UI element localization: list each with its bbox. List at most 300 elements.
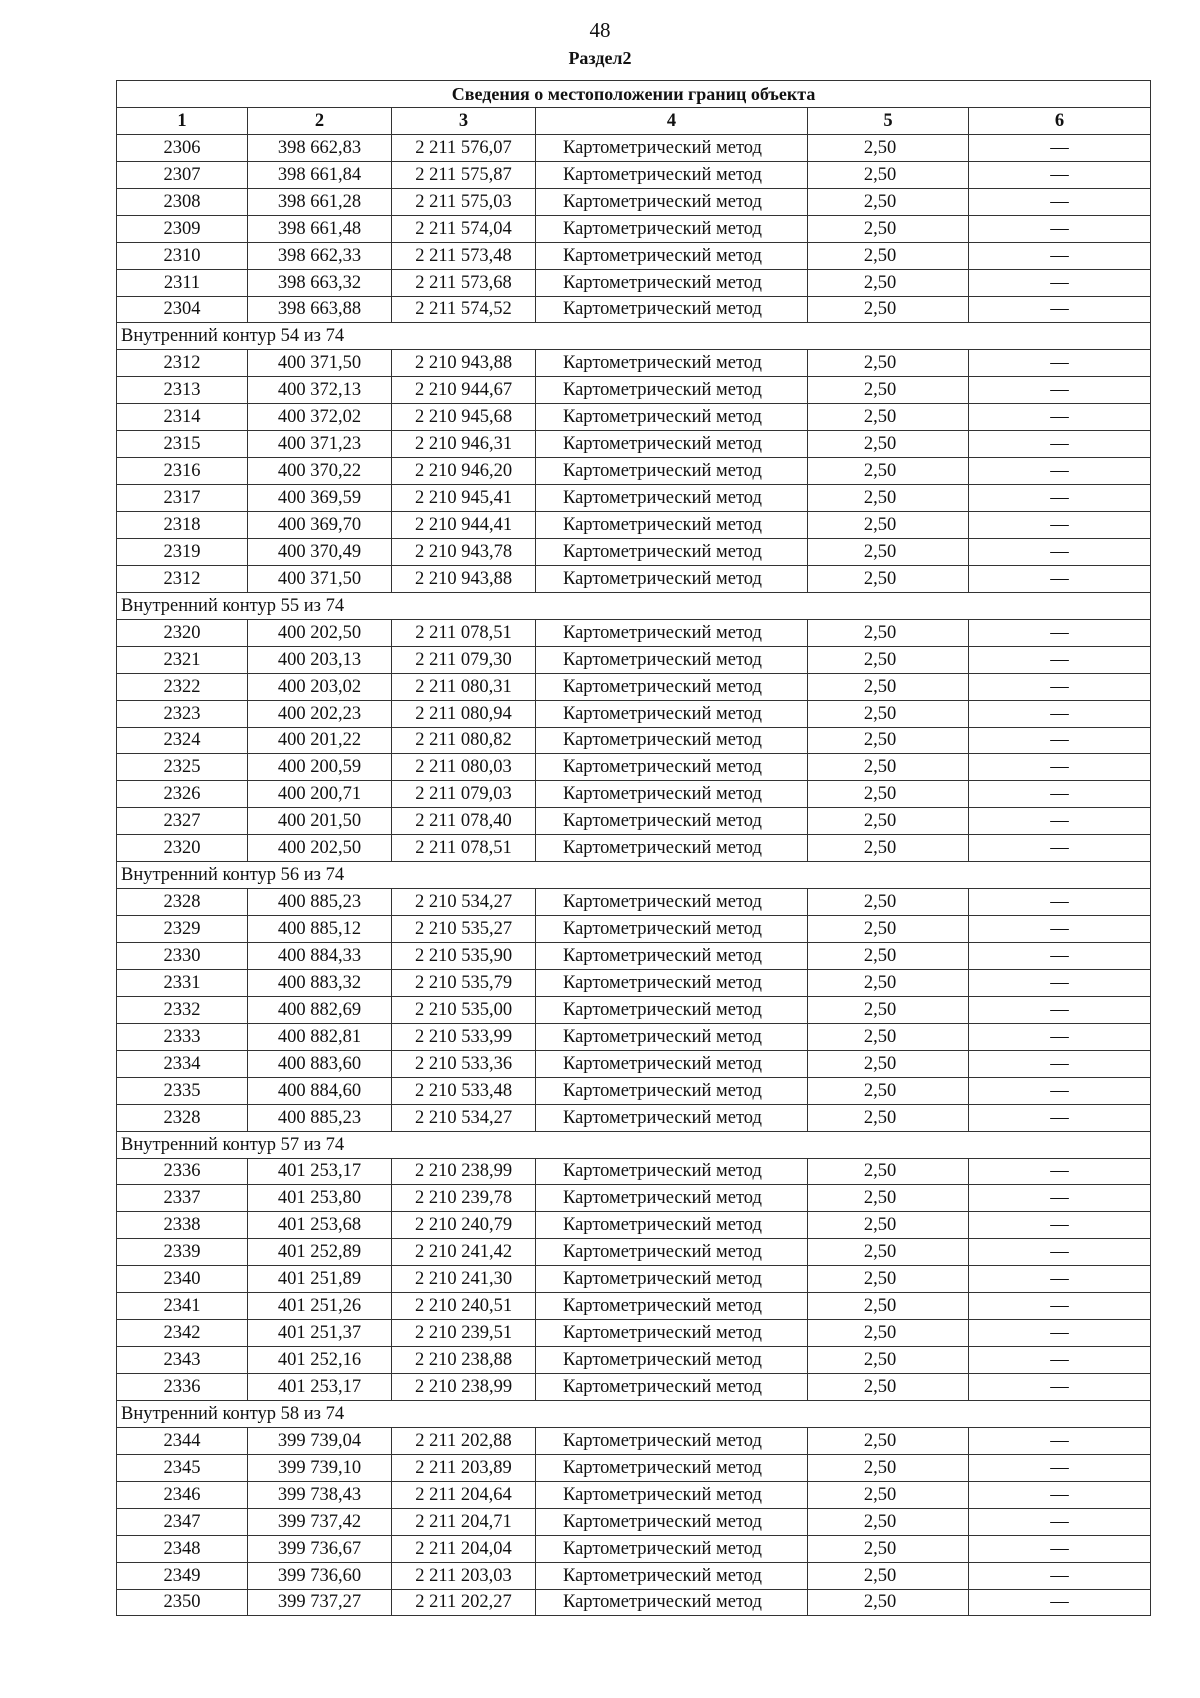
method-cell: Картометрический метод [536, 269, 808, 296]
y-coordinate-cell: 2 210 943,78 [392, 538, 536, 565]
accuracy-cell: 2,50 [808, 727, 969, 754]
description-cell: — [969, 943, 1151, 970]
description-cell: — [969, 1562, 1151, 1589]
x-coordinate-cell: 400 202,23 [248, 700, 392, 727]
y-coordinate-cell: 2 210 943,88 [392, 565, 536, 592]
description-cell: — [969, 269, 1151, 296]
y-coordinate-cell: 2 210 535,79 [392, 969, 536, 996]
x-coordinate-cell: 401 253,17 [248, 1158, 392, 1185]
table-row [117, 1481, 1151, 1508]
y-coordinate-cell: 2 211 203,03 [392, 1562, 536, 1589]
accuracy-cell: 2,50 [808, 1347, 969, 1374]
x-coordinate-cell: 401 253,17 [248, 1374, 392, 1401]
description-cell: — [969, 1293, 1151, 1320]
description-cell: — [969, 754, 1151, 781]
description-cell: — [969, 1158, 1151, 1185]
y-coordinate-cell: 2 210 534,27 [392, 889, 536, 916]
method-cell: Картометрический метод [536, 943, 808, 970]
method-cell: Картометрический метод [536, 889, 808, 916]
table-row [117, 1239, 1151, 1266]
method-cell: Картометрический метод [536, 1347, 808, 1374]
y-coordinate-cell: 2 211 573,68 [392, 269, 536, 296]
method-cell: Картометрический метод [536, 1320, 808, 1347]
description-cell: — [969, 350, 1151, 377]
description-cell: — [969, 431, 1151, 458]
accuracy-cell: 2,50 [808, 1508, 969, 1535]
method-cell: Картометрический метод [536, 969, 808, 996]
x-coordinate-cell: 400 369,70 [248, 512, 392, 539]
x-coordinate-cell: 398 662,83 [248, 134, 392, 161]
point-number-cell: 2332 [117, 996, 248, 1023]
description-cell: — [969, 1589, 1151, 1616]
y-coordinate-cell: 2 211 575,87 [392, 161, 536, 188]
accuracy-cell: 2,50 [808, 161, 969, 188]
table-row [117, 1077, 1151, 1104]
point-number-cell: 2349 [117, 1562, 248, 1589]
x-coordinate-cell: 401 253,80 [248, 1185, 392, 1212]
contour-label: Внутренний контур 58 из 74 [117, 1400, 1151, 1427]
x-coordinate-cell: 399 739,04 [248, 1427, 392, 1454]
x-coordinate-cell: 399 737,27 [248, 1589, 392, 1616]
description-cell: — [969, 404, 1151, 431]
table-row [117, 458, 1151, 485]
point-number-cell: 2316 [117, 458, 248, 485]
description-cell: — [969, 1266, 1151, 1293]
method-cell: Картометрический метод [536, 835, 808, 862]
method-cell: Картометрический метод [536, 996, 808, 1023]
table-row [117, 242, 1151, 269]
x-coordinate-cell: 399 736,67 [248, 1535, 392, 1562]
accuracy-cell: 2,50 [808, 1185, 969, 1212]
method-cell: Картометрический метод [536, 646, 808, 673]
description-cell: — [969, 242, 1151, 269]
column-header: 3 [392, 107, 536, 134]
table-row [117, 431, 1151, 458]
point-number-cell: 2328 [117, 889, 248, 916]
x-coordinate-cell: 400 884,33 [248, 943, 392, 970]
y-coordinate-cell: 2 210 535,90 [392, 943, 536, 970]
table-row [117, 1158, 1151, 1185]
description-cell: — [969, 458, 1151, 485]
description-cell: — [969, 377, 1151, 404]
x-coordinate-cell: 401 251,26 [248, 1293, 392, 1320]
point-number-cell: 2326 [117, 781, 248, 808]
point-number-cell: 2339 [117, 1239, 248, 1266]
x-coordinate-cell: 401 252,16 [248, 1347, 392, 1374]
page-number: 48 [589, 18, 611, 42]
x-coordinate-cell: 398 663,88 [248, 296, 392, 323]
method-cell: Картометрический метод [536, 242, 808, 269]
accuracy-cell: 2,50 [808, 1320, 969, 1347]
description-cell: — [969, 485, 1151, 512]
description-cell: — [969, 538, 1151, 565]
description-cell: — [969, 781, 1151, 808]
method-cell: Картометрический метод [536, 754, 808, 781]
point-number-cell: 2350 [117, 1589, 248, 1616]
point-number-cell: 2312 [117, 565, 248, 592]
x-coordinate-cell: 401 251,89 [248, 1266, 392, 1293]
description-cell: — [969, 619, 1151, 646]
table-row [117, 512, 1151, 539]
y-coordinate-cell: 2 210 535,00 [392, 996, 536, 1023]
contour-row [117, 862, 1151, 889]
x-coordinate-cell: 399 736,60 [248, 1562, 392, 1589]
description-cell: — [969, 646, 1151, 673]
method-cell: Картометрический метод [536, 1589, 808, 1616]
y-coordinate-cell: 2 211 204,04 [392, 1535, 536, 1562]
x-coordinate-cell: 400 202,50 [248, 835, 392, 862]
y-coordinate-cell: 2 210 238,88 [392, 1347, 536, 1374]
accuracy-cell: 2,50 [808, 485, 969, 512]
point-number-cell: 2325 [117, 754, 248, 781]
x-coordinate-cell: 398 662,33 [248, 242, 392, 269]
accuracy-cell: 2,50 [808, 1050, 969, 1077]
point-number-cell: 2318 [117, 512, 248, 539]
method-cell: Картометрический метод [536, 565, 808, 592]
description-cell: — [969, 835, 1151, 862]
y-coordinate-cell: 2 210 945,68 [392, 404, 536, 431]
accuracy-cell: 2,50 [808, 673, 969, 700]
description-cell: — [969, 1535, 1151, 1562]
description-cell: — [969, 1239, 1151, 1266]
x-coordinate-cell: 400 200,59 [248, 754, 392, 781]
table-row [117, 1589, 1151, 1616]
method-cell: Картометрический метод [536, 1266, 808, 1293]
contour-label: Внутренний контур 55 из 74 [117, 592, 1151, 619]
table-row [117, 1454, 1151, 1481]
point-number-cell: 2308 [117, 188, 248, 215]
x-coordinate-cell: 400 882,81 [248, 1023, 392, 1050]
table-row [117, 215, 1151, 242]
accuracy-cell: 2,50 [808, 619, 969, 646]
method-cell: Картометрический метод [536, 1050, 808, 1077]
x-coordinate-cell: 400 370,49 [248, 538, 392, 565]
x-coordinate-cell: 399 737,42 [248, 1508, 392, 1535]
y-coordinate-cell: 2 211 079,03 [392, 781, 536, 808]
y-coordinate-cell: 2 211 202,27 [392, 1589, 536, 1616]
point-number-cell: 2341 [117, 1293, 248, 1320]
table-row [117, 781, 1151, 808]
y-coordinate-cell: 2 211 078,40 [392, 808, 536, 835]
y-coordinate-cell: 2 211 573,48 [392, 242, 536, 269]
description-cell: — [969, 134, 1151, 161]
description-cell: — [969, 673, 1151, 700]
method-cell: Картометрический метод [536, 161, 808, 188]
accuracy-cell: 2,50 [808, 350, 969, 377]
method-cell: Картометрический метод [536, 700, 808, 727]
accuracy-cell: 2,50 [808, 646, 969, 673]
description-cell: — [969, 215, 1151, 242]
boundary-table [116, 80, 1151, 1616]
y-coordinate-cell: 2 210 239,51 [392, 1320, 536, 1347]
x-coordinate-cell: 400 882,69 [248, 996, 392, 1023]
accuracy-cell: 2,50 [808, 242, 969, 269]
accuracy-cell: 2,50 [808, 1104, 969, 1131]
y-coordinate-cell: 2 210 238,99 [392, 1158, 536, 1185]
description-cell: — [969, 1023, 1151, 1050]
method-cell: Картометрический метод [536, 485, 808, 512]
method-cell: Картометрический метод [536, 1454, 808, 1481]
x-coordinate-cell: 399 739,10 [248, 1454, 392, 1481]
accuracy-cell: 2,50 [808, 1562, 969, 1589]
method-cell: Картометрический метод [536, 727, 808, 754]
accuracy-cell: 2,50 [808, 538, 969, 565]
table-row [117, 1347, 1151, 1374]
x-coordinate-cell: 400 883,32 [248, 969, 392, 996]
x-coordinate-cell: 400 885,23 [248, 889, 392, 916]
description-cell: — [969, 1454, 1151, 1481]
method-cell: Картометрический метод [536, 1293, 808, 1320]
accuracy-cell: 2,50 [808, 808, 969, 835]
description-cell: — [969, 700, 1151, 727]
x-coordinate-cell: 401 252,89 [248, 1239, 392, 1266]
accuracy-cell: 2,50 [808, 1266, 969, 1293]
accuracy-cell: 2,50 [808, 1293, 969, 1320]
description-cell: — [969, 808, 1151, 835]
contour-label: Внутренний контур 56 из 74 [117, 862, 1151, 889]
table-row [117, 1266, 1151, 1293]
x-coordinate-cell: 398 663,32 [248, 269, 392, 296]
table-row [117, 269, 1151, 296]
table-row [117, 835, 1151, 862]
accuracy-cell: 2,50 [808, 1454, 969, 1481]
description-cell: — [969, 565, 1151, 592]
accuracy-cell: 2,50 [808, 1535, 969, 1562]
point-number-cell: 2330 [117, 943, 248, 970]
table-row [117, 619, 1151, 646]
method-cell: Картометрический метод [536, 350, 808, 377]
method-cell: Картометрический метод [536, 188, 808, 215]
table-row [117, 996, 1151, 1023]
x-coordinate-cell: 400 369,59 [248, 485, 392, 512]
table-header-row [117, 107, 1151, 134]
table-row [117, 296, 1151, 323]
table-row [117, 808, 1151, 835]
y-coordinate-cell: 2 210 943,88 [392, 350, 536, 377]
method-cell: Картометрический метод [536, 1023, 808, 1050]
y-coordinate-cell: 2 210 533,48 [392, 1077, 536, 1104]
y-coordinate-cell: 2 211 575,03 [392, 188, 536, 215]
table-row [117, 969, 1151, 996]
point-number-cell: 2311 [117, 269, 248, 296]
x-coordinate-cell: 400 883,60 [248, 1050, 392, 1077]
method-cell: Картометрический метод [536, 512, 808, 539]
table-row [117, 1185, 1151, 1212]
y-coordinate-cell: 2 210 533,36 [392, 1050, 536, 1077]
point-number-cell: 2344 [117, 1427, 248, 1454]
description-cell: — [969, 1212, 1151, 1239]
point-number-cell: 2331 [117, 969, 248, 996]
point-number-cell: 2314 [117, 404, 248, 431]
y-coordinate-cell: 2 210 240,79 [392, 1212, 536, 1239]
description-cell: — [969, 1427, 1151, 1454]
accuracy-cell: 2,50 [808, 296, 969, 323]
y-coordinate-cell: 2 210 241,30 [392, 1266, 536, 1293]
point-number-cell: 2323 [117, 700, 248, 727]
method-cell: Картометрический метод [536, 538, 808, 565]
x-coordinate-cell: 401 251,37 [248, 1320, 392, 1347]
description-cell: — [969, 1508, 1151, 1535]
column-header: 4 [536, 107, 808, 134]
y-coordinate-cell: 2 211 078,51 [392, 619, 536, 646]
table-title-row [117, 81, 1151, 108]
accuracy-cell: 2,50 [808, 404, 969, 431]
table-row [117, 134, 1151, 161]
table-row [117, 673, 1151, 700]
point-number-cell: 2337 [117, 1185, 248, 1212]
accuracy-cell: 2,50 [808, 215, 969, 242]
x-coordinate-cell: 400 202,50 [248, 619, 392, 646]
description-cell: — [969, 1320, 1151, 1347]
accuracy-cell: 2,50 [808, 188, 969, 215]
contour-label: Внутренний контур 57 из 74 [117, 1131, 1151, 1158]
accuracy-cell: 2,50 [808, 1481, 969, 1508]
point-number-cell: 2335 [117, 1077, 248, 1104]
column-header: 1 [117, 107, 248, 134]
x-coordinate-cell: 401 253,68 [248, 1212, 392, 1239]
accuracy-cell: 2,50 [808, 1077, 969, 1104]
method-cell: Картометрический метод [536, 134, 808, 161]
y-coordinate-cell: 2 210 534,27 [392, 1104, 536, 1131]
description-cell: — [969, 188, 1151, 215]
point-number-cell: 2346 [117, 1481, 248, 1508]
point-number-cell: 2329 [117, 916, 248, 943]
x-coordinate-cell: 400 884,60 [248, 1077, 392, 1104]
y-coordinate-cell: 2 210 241,42 [392, 1239, 536, 1266]
description-cell: — [969, 996, 1151, 1023]
method-cell: Картометрический метод [536, 781, 808, 808]
accuracy-cell: 2,50 [808, 269, 969, 296]
x-coordinate-cell: 400 372,02 [248, 404, 392, 431]
point-number-cell: 2338 [117, 1212, 248, 1239]
accuracy-cell: 2,50 [808, 754, 969, 781]
contour-row [117, 1131, 1151, 1158]
x-coordinate-cell: 400 885,12 [248, 916, 392, 943]
y-coordinate-cell: 2 211 204,71 [392, 1508, 536, 1535]
accuracy-cell: 2,50 [808, 889, 969, 916]
method-cell: Картометрический метод [536, 458, 808, 485]
method-cell: Картометрический метод [536, 296, 808, 323]
x-coordinate-cell: 400 200,71 [248, 781, 392, 808]
point-number-cell: 2321 [117, 646, 248, 673]
y-coordinate-cell: 2 210 946,31 [392, 431, 536, 458]
description-cell: — [969, 512, 1151, 539]
y-coordinate-cell: 2 211 079,30 [392, 646, 536, 673]
accuracy-cell: 2,50 [808, 431, 969, 458]
x-coordinate-cell: 399 738,43 [248, 1481, 392, 1508]
table-row [117, 943, 1151, 970]
x-coordinate-cell: 398 661,84 [248, 161, 392, 188]
point-number-cell: 2306 [117, 134, 248, 161]
accuracy-cell: 2,50 [808, 458, 969, 485]
table-row [117, 404, 1151, 431]
description-cell: — [969, 1104, 1151, 1131]
y-coordinate-cell: 2 210 238,99 [392, 1374, 536, 1401]
table-row [117, 889, 1151, 916]
point-number-cell: 2333 [117, 1023, 248, 1050]
x-coordinate-cell: 400 201,22 [248, 727, 392, 754]
table-row [117, 350, 1151, 377]
method-cell: Картометрический метод [536, 1427, 808, 1454]
x-coordinate-cell: 400 201,50 [248, 808, 392, 835]
accuracy-cell: 2,50 [808, 996, 969, 1023]
x-coordinate-cell: 398 661,48 [248, 215, 392, 242]
table-row [117, 700, 1151, 727]
point-number-cell: 2336 [117, 1374, 248, 1401]
point-number-cell: 2348 [117, 1535, 248, 1562]
x-coordinate-cell: 400 371,50 [248, 350, 392, 377]
table-row [117, 727, 1151, 754]
method-cell: Картометрический метод [536, 1374, 808, 1401]
description-cell: — [969, 296, 1151, 323]
table-row [117, 188, 1151, 215]
point-number-cell: 2336 [117, 1158, 248, 1185]
accuracy-cell: 2,50 [808, 1158, 969, 1185]
description-cell: — [969, 1481, 1151, 1508]
y-coordinate-cell: 2 210 535,27 [392, 916, 536, 943]
description-cell: — [969, 1077, 1151, 1104]
table-row [117, 916, 1151, 943]
method-cell: Картометрический метод [536, 673, 808, 700]
y-coordinate-cell: 2 211 080,31 [392, 673, 536, 700]
method-cell: Картометрический метод [536, 619, 808, 646]
table-row [117, 1374, 1151, 1401]
accuracy-cell: 2,50 [808, 781, 969, 808]
description-cell: — [969, 916, 1151, 943]
method-cell: Картометрический метод [536, 916, 808, 943]
accuracy-cell: 2,50 [808, 1239, 969, 1266]
accuracy-cell: 2,50 [808, 1427, 969, 1454]
method-cell: Картометрический метод [536, 1562, 808, 1589]
y-coordinate-cell: 2 210 239,78 [392, 1185, 536, 1212]
point-number-cell: 2312 [117, 350, 248, 377]
method-cell: Картометрический метод [536, 1077, 808, 1104]
x-coordinate-cell: 400 885,23 [248, 1104, 392, 1131]
table-row [117, 565, 1151, 592]
description-cell: — [969, 727, 1151, 754]
table-row [117, 1023, 1151, 1050]
accuracy-cell: 2,50 [808, 1589, 969, 1616]
method-cell: Картометрический метод [536, 377, 808, 404]
table-row [117, 161, 1151, 188]
point-number-cell: 2324 [117, 727, 248, 754]
y-coordinate-cell: 2 211 080,94 [392, 700, 536, 727]
section-title: Раздел2 [568, 48, 632, 68]
point-number-cell: 2322 [117, 673, 248, 700]
point-number-cell: 2340 [117, 1266, 248, 1293]
point-number-cell: 2334 [117, 1050, 248, 1077]
contour-label: Внутренний контур 54 из 74 [117, 323, 1151, 350]
point-number-cell: 2327 [117, 808, 248, 835]
description-cell: — [969, 889, 1151, 916]
y-coordinate-cell: 2 211 080,03 [392, 754, 536, 781]
x-coordinate-cell: 398 661,28 [248, 188, 392, 215]
method-cell: Картометрический метод [536, 1185, 808, 1212]
description-cell: — [969, 1347, 1151, 1374]
table-row [117, 754, 1151, 781]
point-number-cell: 2342 [117, 1320, 248, 1347]
column-header: 5 [808, 107, 969, 134]
x-coordinate-cell: 400 203,02 [248, 673, 392, 700]
point-number-cell: 2320 [117, 835, 248, 862]
table-row [117, 1050, 1151, 1077]
y-coordinate-cell: 2 210 533,99 [392, 1023, 536, 1050]
x-coordinate-cell: 400 371,50 [248, 565, 392, 592]
point-number-cell: 2320 [117, 619, 248, 646]
point-number-cell: 2304 [117, 296, 248, 323]
x-coordinate-cell: 400 203,13 [248, 646, 392, 673]
point-number-cell: 2347 [117, 1508, 248, 1535]
